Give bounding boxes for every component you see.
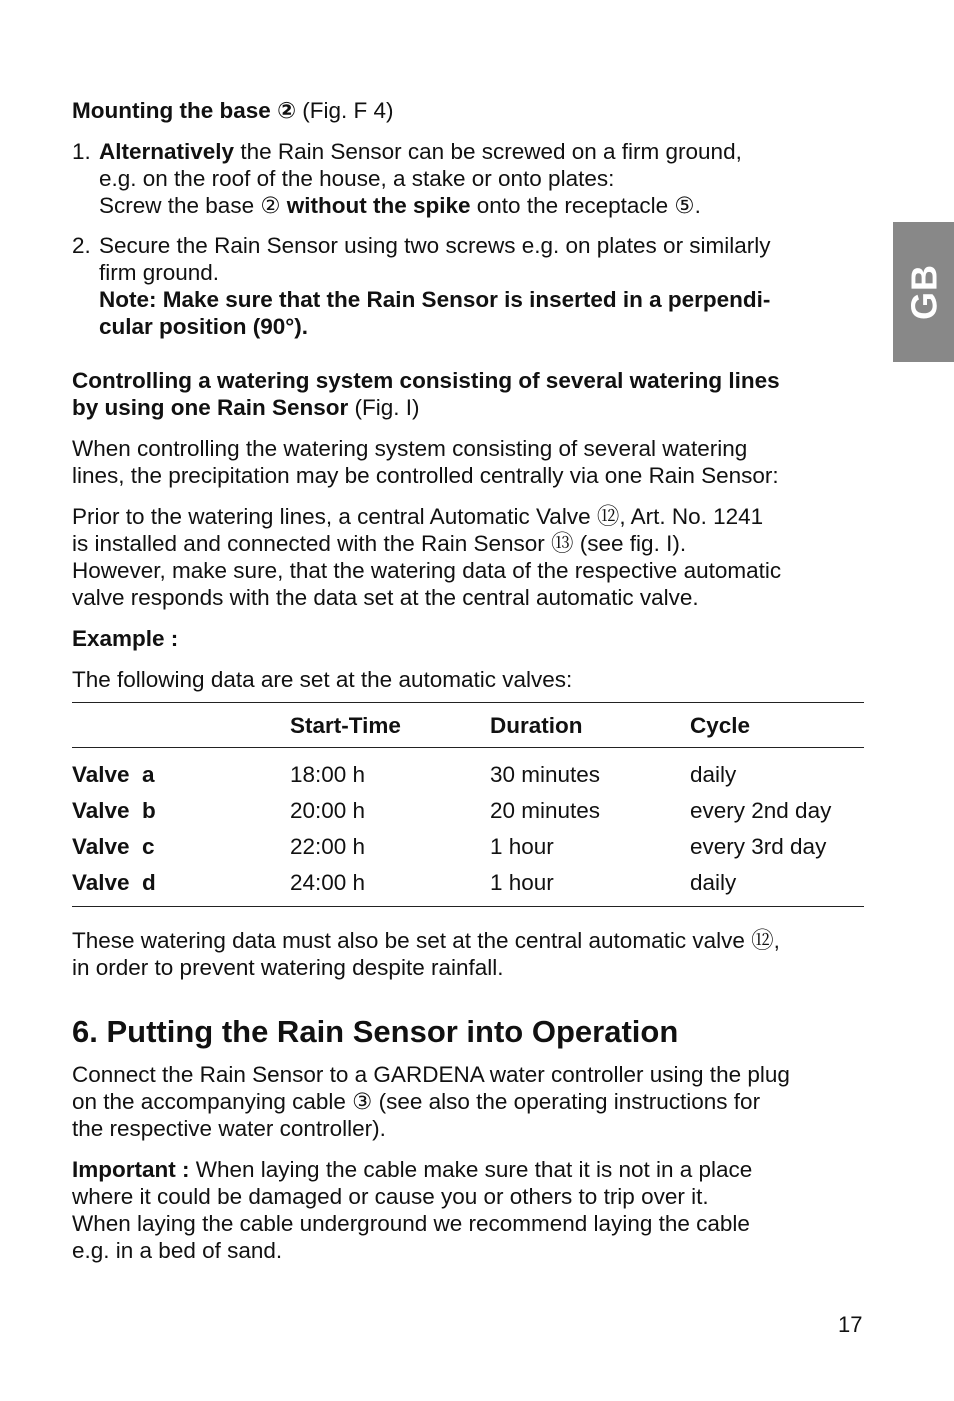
duration: 1 hour [490,869,554,895]
table-row [72,864,864,907]
column-header [72,703,290,748]
mounting-note: Note: Make sure that the Rain Sensor is inserted in a perpendi- [99,287,771,312]
valve-name: Valve a [72,761,155,787]
mounting-step-2: 2. Secure the Rain Sensor using two screws e.g. on plates or similarly firm ground. Note: Make sure that the Rain Sensor is inserted in a perpendi- cular position (90°). [72,232,867,340]
start-time: 22:00 h [290,833,366,859]
controlling-title: Controlling a watering system consisting of several watering lines by using one Rain Sensor (Fig. I) [72,368,780,420]
mounting-step-1: 1. Alternatively the Rain Sensor can be screwed on a firm ground, e.g. on the roof of the house, a stake or onto plates: Screw the base ② without the spike onto the receptacle ⑤. [72,139,742,218]
valve-name: Valve d [72,869,156,895]
duration: 30 minutes [490,761,601,787]
cycle: every 2nd day [690,797,832,823]
important-label: Important : [72,1157,190,1182]
page-content [72,97,867,1264]
example-title: Example : [72,626,179,651]
valve-name: Valve b [72,797,156,823]
valve-name: Valve c [72,833,155,859]
table-row [72,748,864,793]
start-time: 20:00 h [290,797,366,823]
language-tab [893,222,954,362]
controlling-paragraph-2: Prior to the watering lines, a central Automatic Valve ⑫, Art. No. 1241 is installed and connected with the Rain Sensor ⑬ (see fig. I). However, make sure, that the watering data of the respective automatic valve responds with the data set at the central automatic valve. [72,504,782,610]
duration: 20 minutes [490,797,601,823]
cycle: every 3rd day [690,833,827,859]
language-tab-label: GB [903,264,944,320]
column-header-duration: Duration [490,703,690,748]
page-number: 17 [838,1312,863,1337]
mounting-title: Mounting the base ② (Fig. F 4) [72,98,394,123]
duration: 1 hour [490,833,554,859]
cycle: daily [690,869,737,895]
step-number: 1. [72,139,91,164]
cycle: daily [690,761,737,787]
column-header-start-time: Start-Time [290,703,490,748]
step-number: 2. [72,233,91,258]
table-row [72,792,864,828]
valve-data-table [72,702,864,907]
start-time: 18:00 h [290,761,366,787]
column-header-cycle: Cycle [690,703,864,748]
important-paragraph: Important : When laying the cable make sure that it is not in a place where it could be damaged or cause you or others to trip over it. When laying the cable underground we recommend laying the cable e.g. in a bed of sand. [72,1157,753,1263]
example-intro: The following data are set at the automatic valves: [72,667,573,692]
table-header-row [72,703,864,748]
start-time: 24:00 h [290,869,366,895]
operation-paragraph: Connect the Rain Sensor to a GARDENA water controller using the plug on the accompanying cable ③ (see also the operating instructions for the respective water controller). [72,1062,790,1141]
mounting-steps [72,138,867,340]
controlling-paragraph-1: When controlling the watering system consisting of several watering lines, the precipitation may be controlled centrally via one Rain Sensor: [72,436,779,488]
table-row [72,828,864,864]
example-after-text: These watering data must also be set at the central automatic valve ⑫, in order to prevent watering despite rainfall. [72,928,780,980]
section-heading: 6. Putting the Rain Sensor into Operation [72,1014,679,1049]
